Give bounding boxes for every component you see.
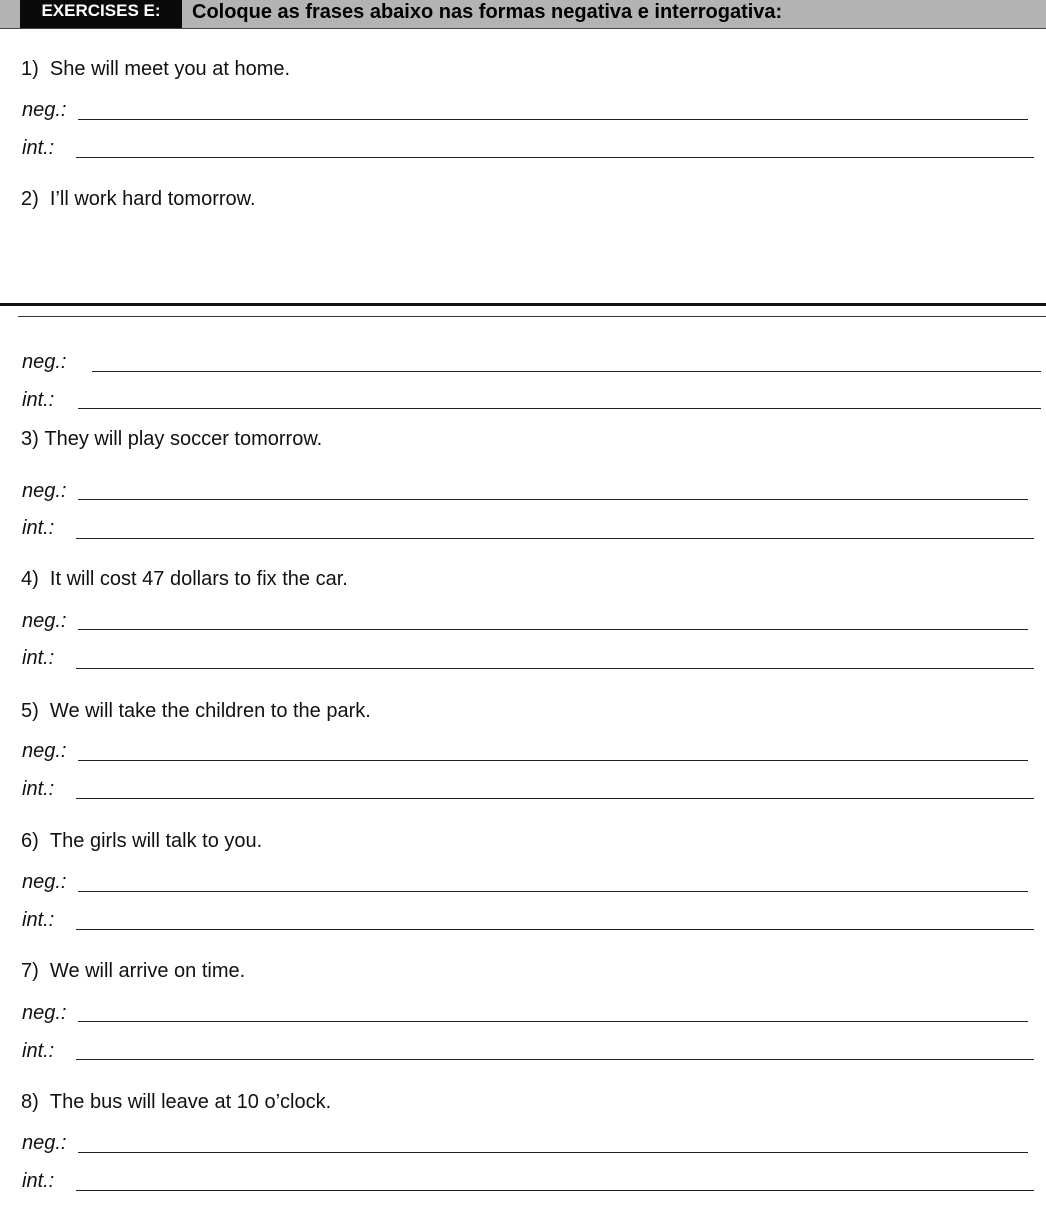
exercise-6-int-label: int.: [22,909,55,931]
exercise-3-neg-label: neg.: [22,480,67,502]
exercise-text: She will meet you at home. [49,58,291,80]
exercise-4-neg-answer-line[interactable] [78,629,1028,630]
exercise-5-neg-label: neg.: [22,740,67,762]
exercise-4-int-label: int.: [22,647,55,669]
exercise-5-int-label: int.: [22,778,55,800]
exercise-2-int-label: int.: [22,389,55,411]
exercise-1-sentence [21,57,290,81]
exercise-6-int-answer-line[interactable] [76,929,1034,930]
exercise-1-neg-label: neg.: [22,99,67,121]
exercise-number: 1) [21,58,39,80]
exercise-number: 5) [21,700,39,722]
exercise-6-neg-answer-line[interactable] [78,891,1028,892]
exercise-number: 3) [21,428,39,450]
exercise-text: The girls will talk to you. [49,830,263,852]
exercise-7-int-label: int.: [22,1040,55,1062]
exercise-badge: EXERCISES E: [20,0,182,28]
exercise-3-int-label: int.: [22,517,55,539]
exercise-7-int-answer-line[interactable] [76,1059,1034,1060]
exercise-4-int-answer-line[interactable] [76,668,1034,669]
exercise-2-neg-label: neg.: [22,351,67,373]
exercise-8-int-answer-line[interactable] [76,1190,1034,1191]
page-title: Coloque as frases abaixo nas formas negativa e interrogativa: [192,1,783,23]
exercise-2-neg-answer-line[interactable] [92,371,1041,372]
exercise-8-neg-label: neg.: [22,1132,67,1154]
exercise-3-sentence [21,427,322,451]
exercise-2-int-answer-line[interactable] [78,408,1041,409]
exercise-3-neg-answer-line[interactable] [78,499,1028,500]
page-top-rule [18,316,1046,317]
exercise-8-neg-answer-line[interactable] [78,1152,1028,1153]
exercise-number: 4) [21,568,39,590]
exercise-7-neg-answer-line[interactable] [78,1021,1028,1022]
exercise-text: We will arrive on time. [49,960,246,982]
exercise-7-neg-label: neg.: [22,1002,67,1024]
exercise-text: The bus will leave at 10 o’clock. [49,1091,332,1113]
exercise-8-int-label: int.: [22,1170,55,1192]
exercise-3-int-answer-line[interactable] [76,538,1034,539]
exercise-text: It will cost 47 dollars to fix the car. [49,568,348,590]
exercise-1-int-answer-line[interactable] [76,157,1034,158]
exercise-1-neg-answer-line[interactable] [78,119,1028,120]
exercise-4-neg-label: neg.: [22,610,67,632]
exercise-number: 8) [21,1091,39,1113]
exercise-2-sentence [21,187,256,211]
exercise-6-sentence [21,829,262,853]
exercise-text: We will take the children to the park. [49,700,371,722]
page-break-rule [0,303,1046,306]
exercise-5-neg-answer-line[interactable] [78,760,1028,761]
exercise-5-int-answer-line[interactable] [76,798,1034,799]
exercise-text: I’ll work hard tomorrow. [49,188,256,210]
exercise-6-neg-label: neg.: [22,871,67,893]
exercise-number: 2) [21,188,39,210]
exercise-4-sentence [21,567,348,591]
exercise-7-sentence [21,959,245,983]
exercise-number: 7) [21,960,39,982]
exercise-number: 6) [21,830,39,852]
exercise-8-sentence [21,1090,331,1114]
exercise-1-int-label: int.: [22,137,55,159]
exercise-text: They will play soccer tomorrow. [44,428,323,450]
exercise-5-sentence [21,699,371,723]
